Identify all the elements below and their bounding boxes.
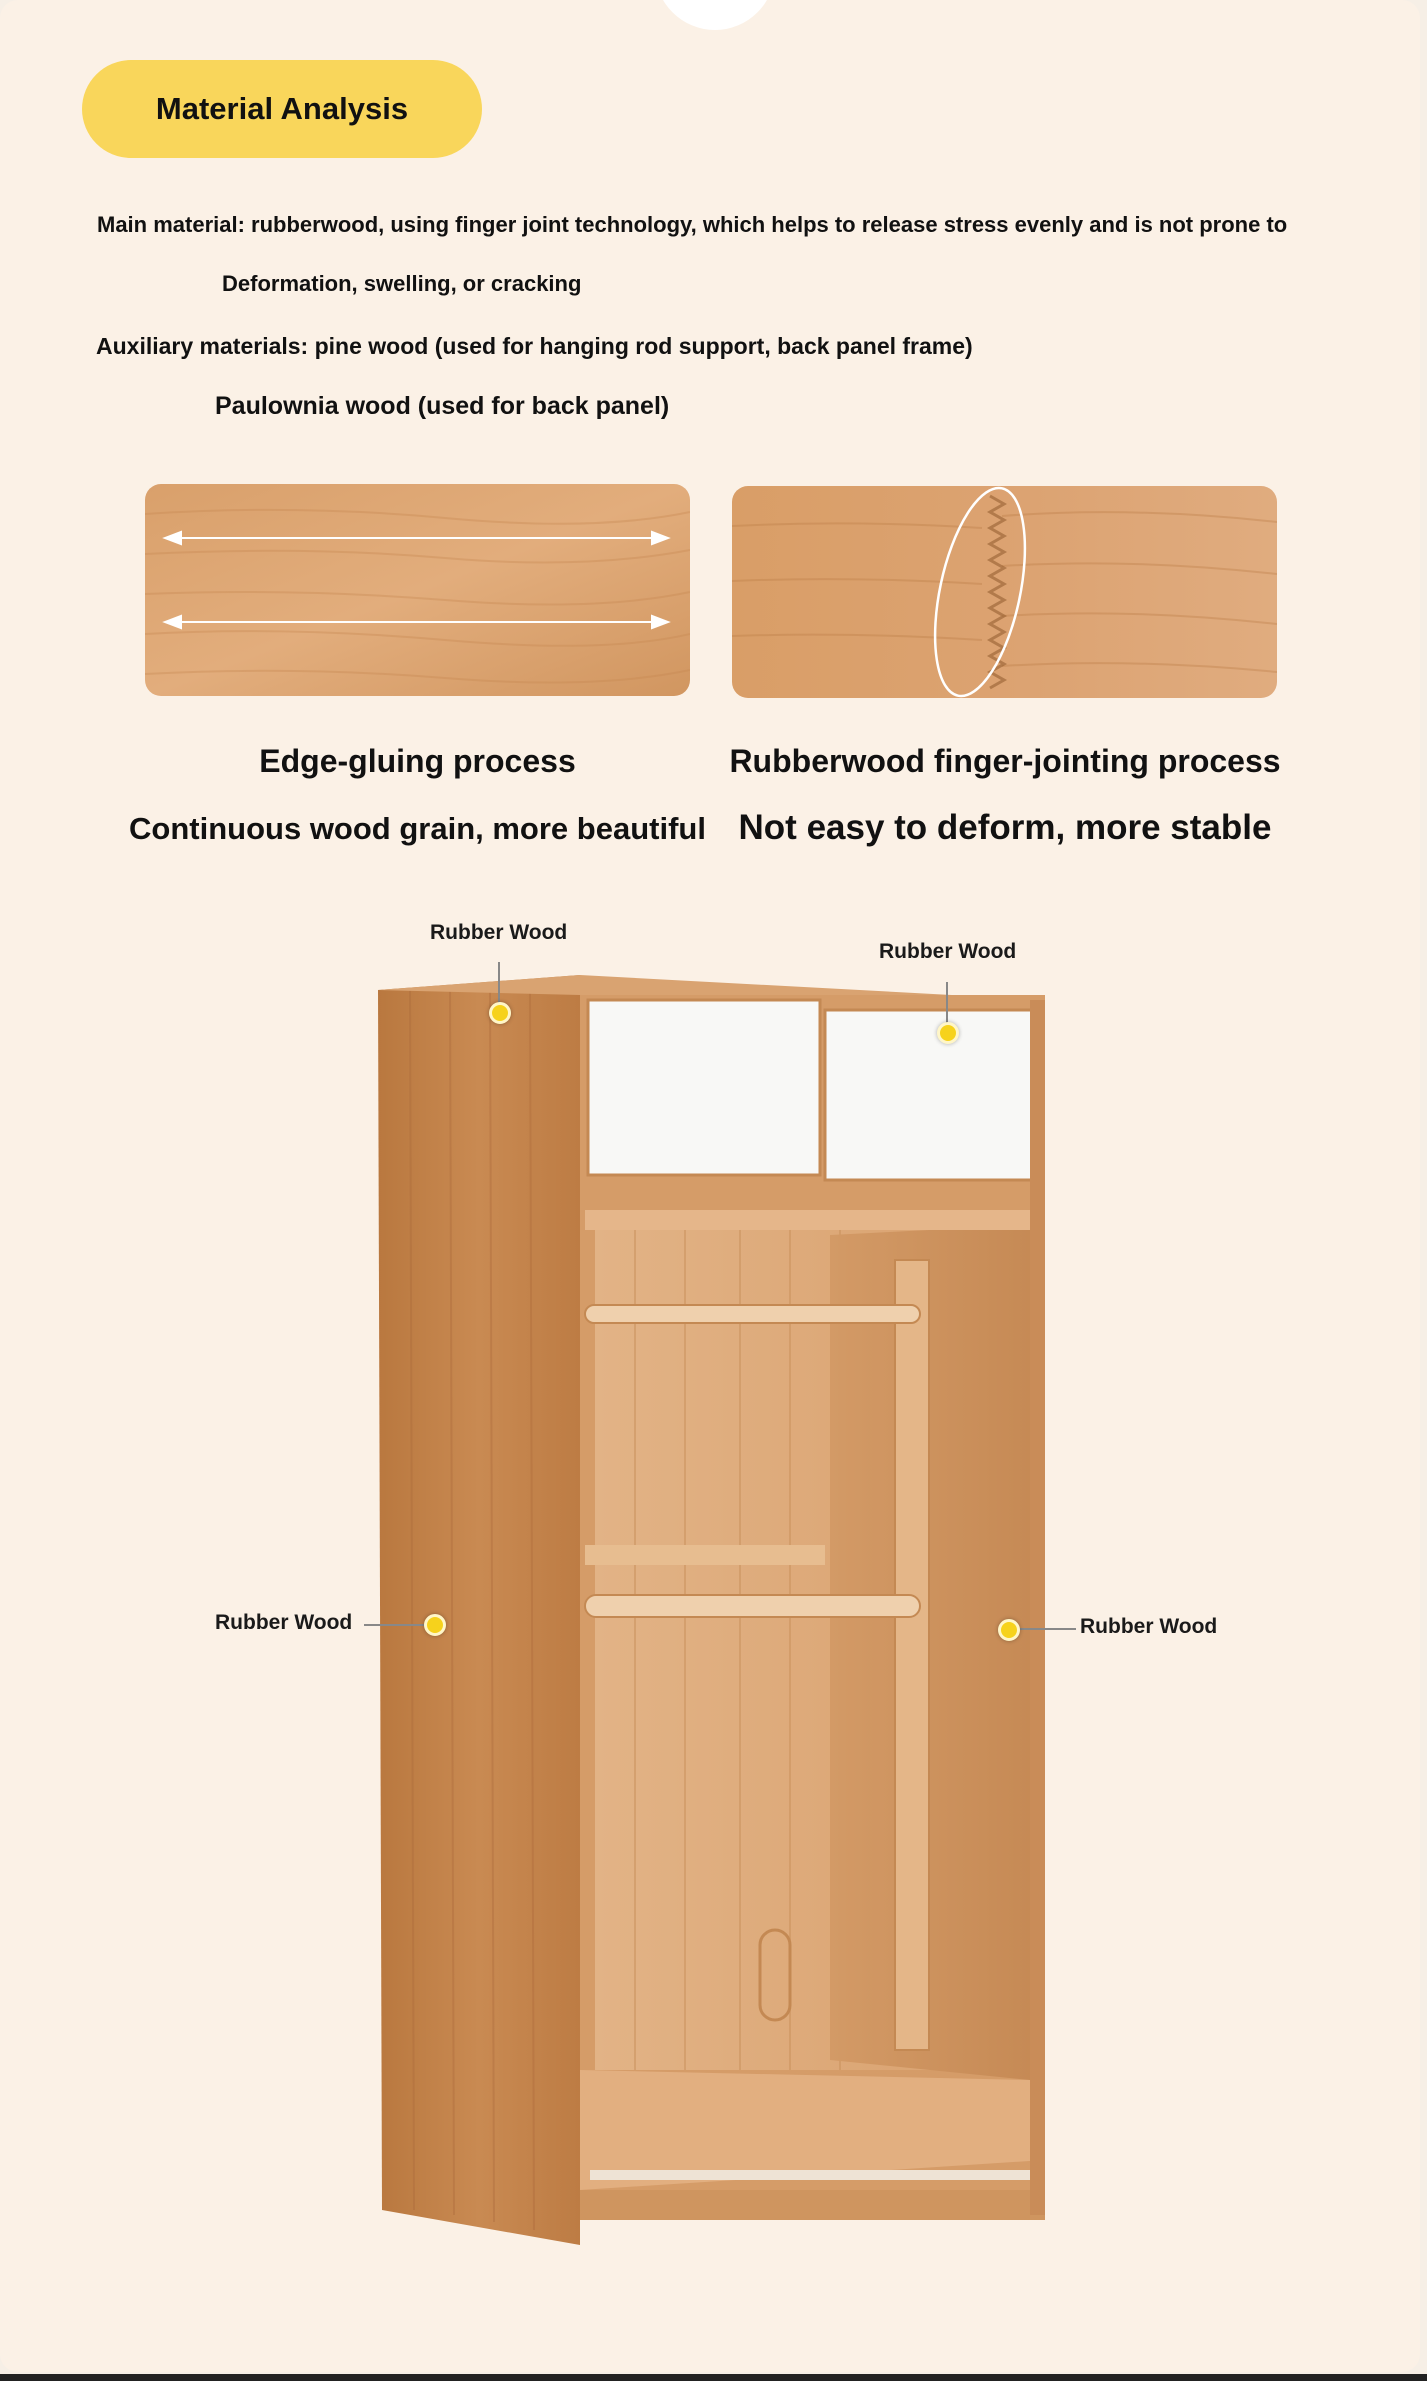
process-desc-edge-gluing: Continuous wood grain, more beautiful [129, 811, 706, 846]
top-notch [655, 0, 775, 30]
callout-dot-right [998, 1619, 1020, 1641]
finger-jointing-image [732, 486, 1277, 698]
callout-line-left [364, 1624, 424, 1626]
callout-line-top-right [946, 982, 948, 1026]
edge-gluing-image [145, 484, 690, 696]
callout-line-top-left [498, 962, 500, 1006]
auxiliary-material-line1: Auxiliary materials: pine wood (used for hanging rod support, back panel frame) [96, 333, 973, 359]
edge-gluing-wood-sample [145, 484, 690, 696]
bottom-border [0, 2374, 1427, 2381]
callout-dot-top-right [937, 1022, 959, 1044]
callout-label-top-left: Rubber Wood [430, 921, 568, 944]
process-title-edge-gluing: Edge-gluing process [259, 743, 576, 779]
section-title: Material Analysis [155, 91, 409, 126]
callout-dot-left [424, 1614, 446, 1636]
finger-jointing-wood-sample [732, 486, 1277, 698]
auxiliary-material-line2: Paulownia wood (used for back panel) [215, 392, 670, 420]
wardrobe-illustration [370, 970, 1050, 2250]
process-title-finger-jointing: Rubberwood finger-jointing process [729, 743, 1281, 779]
process-desc-finger-jointing: Not easy to deform, more stable [738, 808, 1272, 847]
section-title-pill [82, 60, 482, 158]
main-material-line2: Deformation, swelling, or cracking [222, 271, 582, 296]
callout-label-top-right: Rubber Wood [879, 940, 1017, 963]
callout-label-right: Rubber Wood [1080, 1615, 1218, 1638]
callout-line-right [1018, 1628, 1076, 1630]
callout-label-left: Rubber Wood [215, 1611, 353, 1634]
callout-dot-top-left [489, 1002, 511, 1024]
main-material-line1: Main material: rubberwood, using finger joint technology, which helps to release stress evenly and is not prone to [97, 212, 1288, 237]
